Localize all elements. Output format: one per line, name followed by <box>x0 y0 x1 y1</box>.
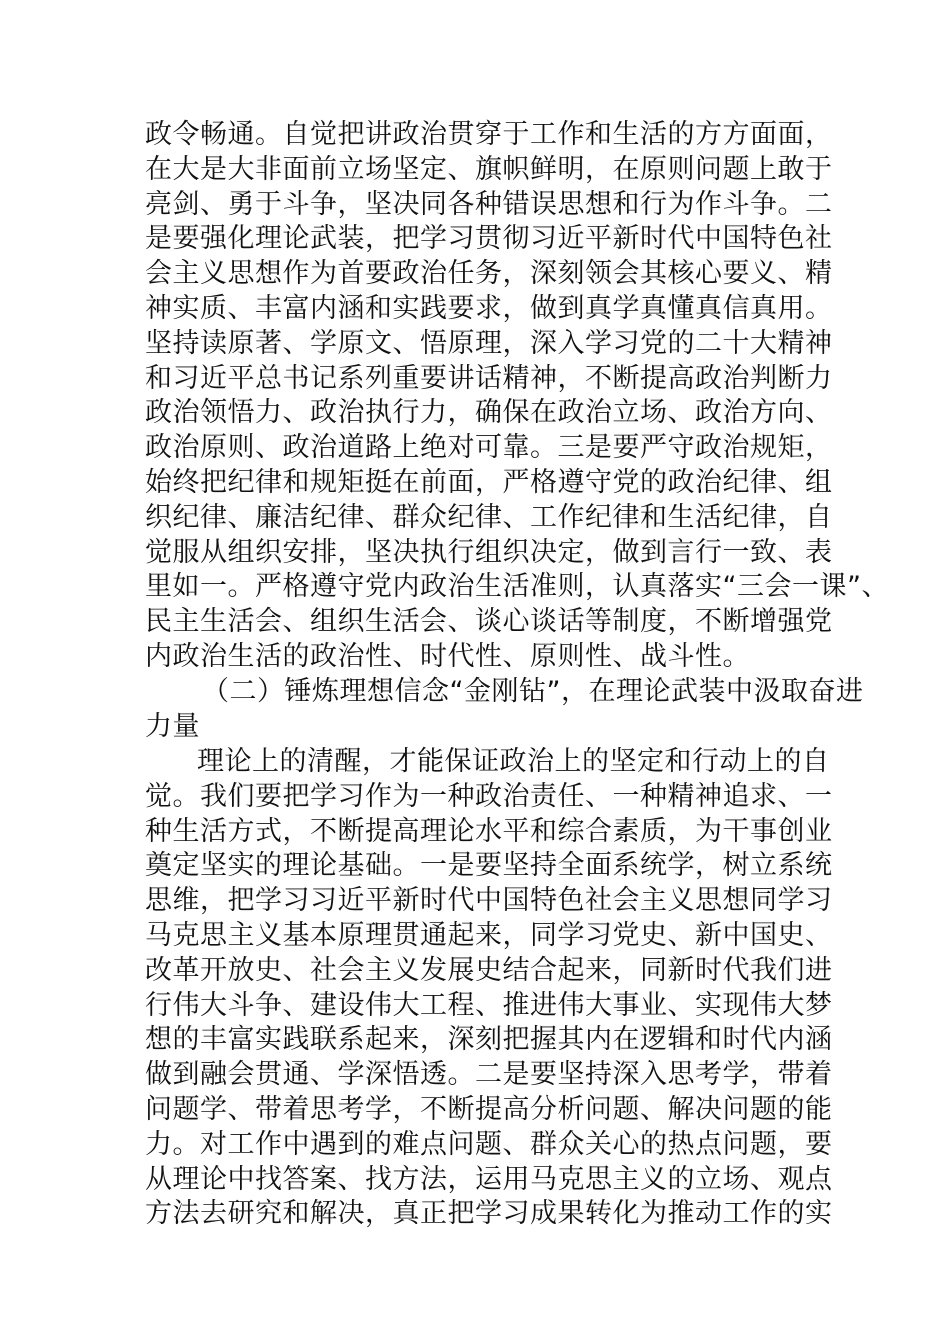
text-line: 种生活方式，不断提高理论水平和综合素质，为干事创业 <box>145 815 833 847</box>
text-line: 民主生活会、组织生活会、谈心谈话等制度，不断增强党 <box>145 606 833 638</box>
text-line: 内政治生活的政治性、时代性、原则性、战斗性。 <box>145 640 750 672</box>
text-line: 奠定坚实的理论基础。一是要坚持全面系统学，树立系统 <box>145 850 833 882</box>
text-line: 和习近平总书记系列重要讲话精神，不断提高政治判断力 <box>145 362 833 394</box>
text-line: 问题学、带着思考学，不断提高分析问题、解决问题的能 <box>145 1093 833 1125</box>
text-line: 政治原则、政治道路上绝对可靠。三是要严守政治规矩， <box>145 432 833 464</box>
text-line: 神实质、丰富内涵和实践要求，做到真学真懂真信真用。 <box>145 292 833 324</box>
text-line: 思维，把学习习近平新时代中国特色社会主义思想同学习 <box>145 885 833 917</box>
text-line: 方法去研究和解决，真正把学习成果转化为推动工作的实 <box>145 1198 833 1230</box>
text-line: 行伟大斗争、建设伟大工程、推进伟大事业、实现伟大梦 <box>145 989 833 1021</box>
text-line: 里如一。严格遵守党内政治生活准则，认真落实“三会一课”、 <box>145 571 889 603</box>
text-line: 理论上的清醒，才能保证政治上的坚定和行动上的自 <box>197 746 830 777</box>
text-line: 政治领悟力、政治执行力，确保在政治立场、政治方向、 <box>145 397 833 429</box>
text-line: 会主义思想作为首要政治任务，深刻领会其核心要义、精 <box>145 258 833 290</box>
text-line: 觉。我们要把学习作为一种政治责任、一种精神追求、一 <box>145 780 833 812</box>
text-line: 从理论中找答案、找方法，运用马克思主义的立场、观点 <box>145 1163 833 1195</box>
text-line: 马克思主义基本原理贯通起来，同学习党史、新中国史、 <box>145 919 833 951</box>
heading-line: （二）锤炼理想信念“金刚钻”，在理论武装中汲取奋进 <box>202 676 864 707</box>
text-line: 始终把纪律和规矩挺在前面，严格遵守党的政治纪律、组 <box>145 466 833 498</box>
text-line: 织纪律、廉洁纪律、群众纪律、工作纪律和生活纪律，自 <box>145 501 833 533</box>
text-line: 改革开放史、社会主义发展史结合起来，同新时代我们进 <box>145 954 833 986</box>
text-line: 力。对工作中遇到的难点问题、群众关心的热点问题，要 <box>145 1128 833 1160</box>
text-line: 想的丰富实践联系起来，深刻把握其内在逻辑和时代内涵 <box>145 1024 833 1056</box>
section-heading <box>145 675 864 745</box>
text-line: 在大是大非面前立场坚定、旗帜鲜明，在原则问题上敢于 <box>145 153 833 185</box>
text-line: 亮剑、勇于斗争，坚决同各种错误思想和行为作斗争。二 <box>145 188 833 220</box>
text-line: 政令畅通。自觉把讲政治贯穿于工作和生活的方方面面， <box>145 119 833 150</box>
text-line: 是要强化理论武装，把学习贯彻习近平新时代中国特色社 <box>145 223 833 255</box>
paragraph-political-discipline <box>145 118 889 675</box>
text-line: 觉服从组织安排，坚决执行组织决定，做到言行一致、表 <box>145 536 833 568</box>
heading-line: 力量 <box>145 710 200 742</box>
text-line: 坚持读原著、学原文、悟原理，深入学习党的二十大精神 <box>145 327 833 359</box>
text-line: 做到融会贯通、学深悟透。二是要坚持深入思考学，带着 <box>145 1059 833 1091</box>
paragraph-theory-study <box>145 745 833 1232</box>
